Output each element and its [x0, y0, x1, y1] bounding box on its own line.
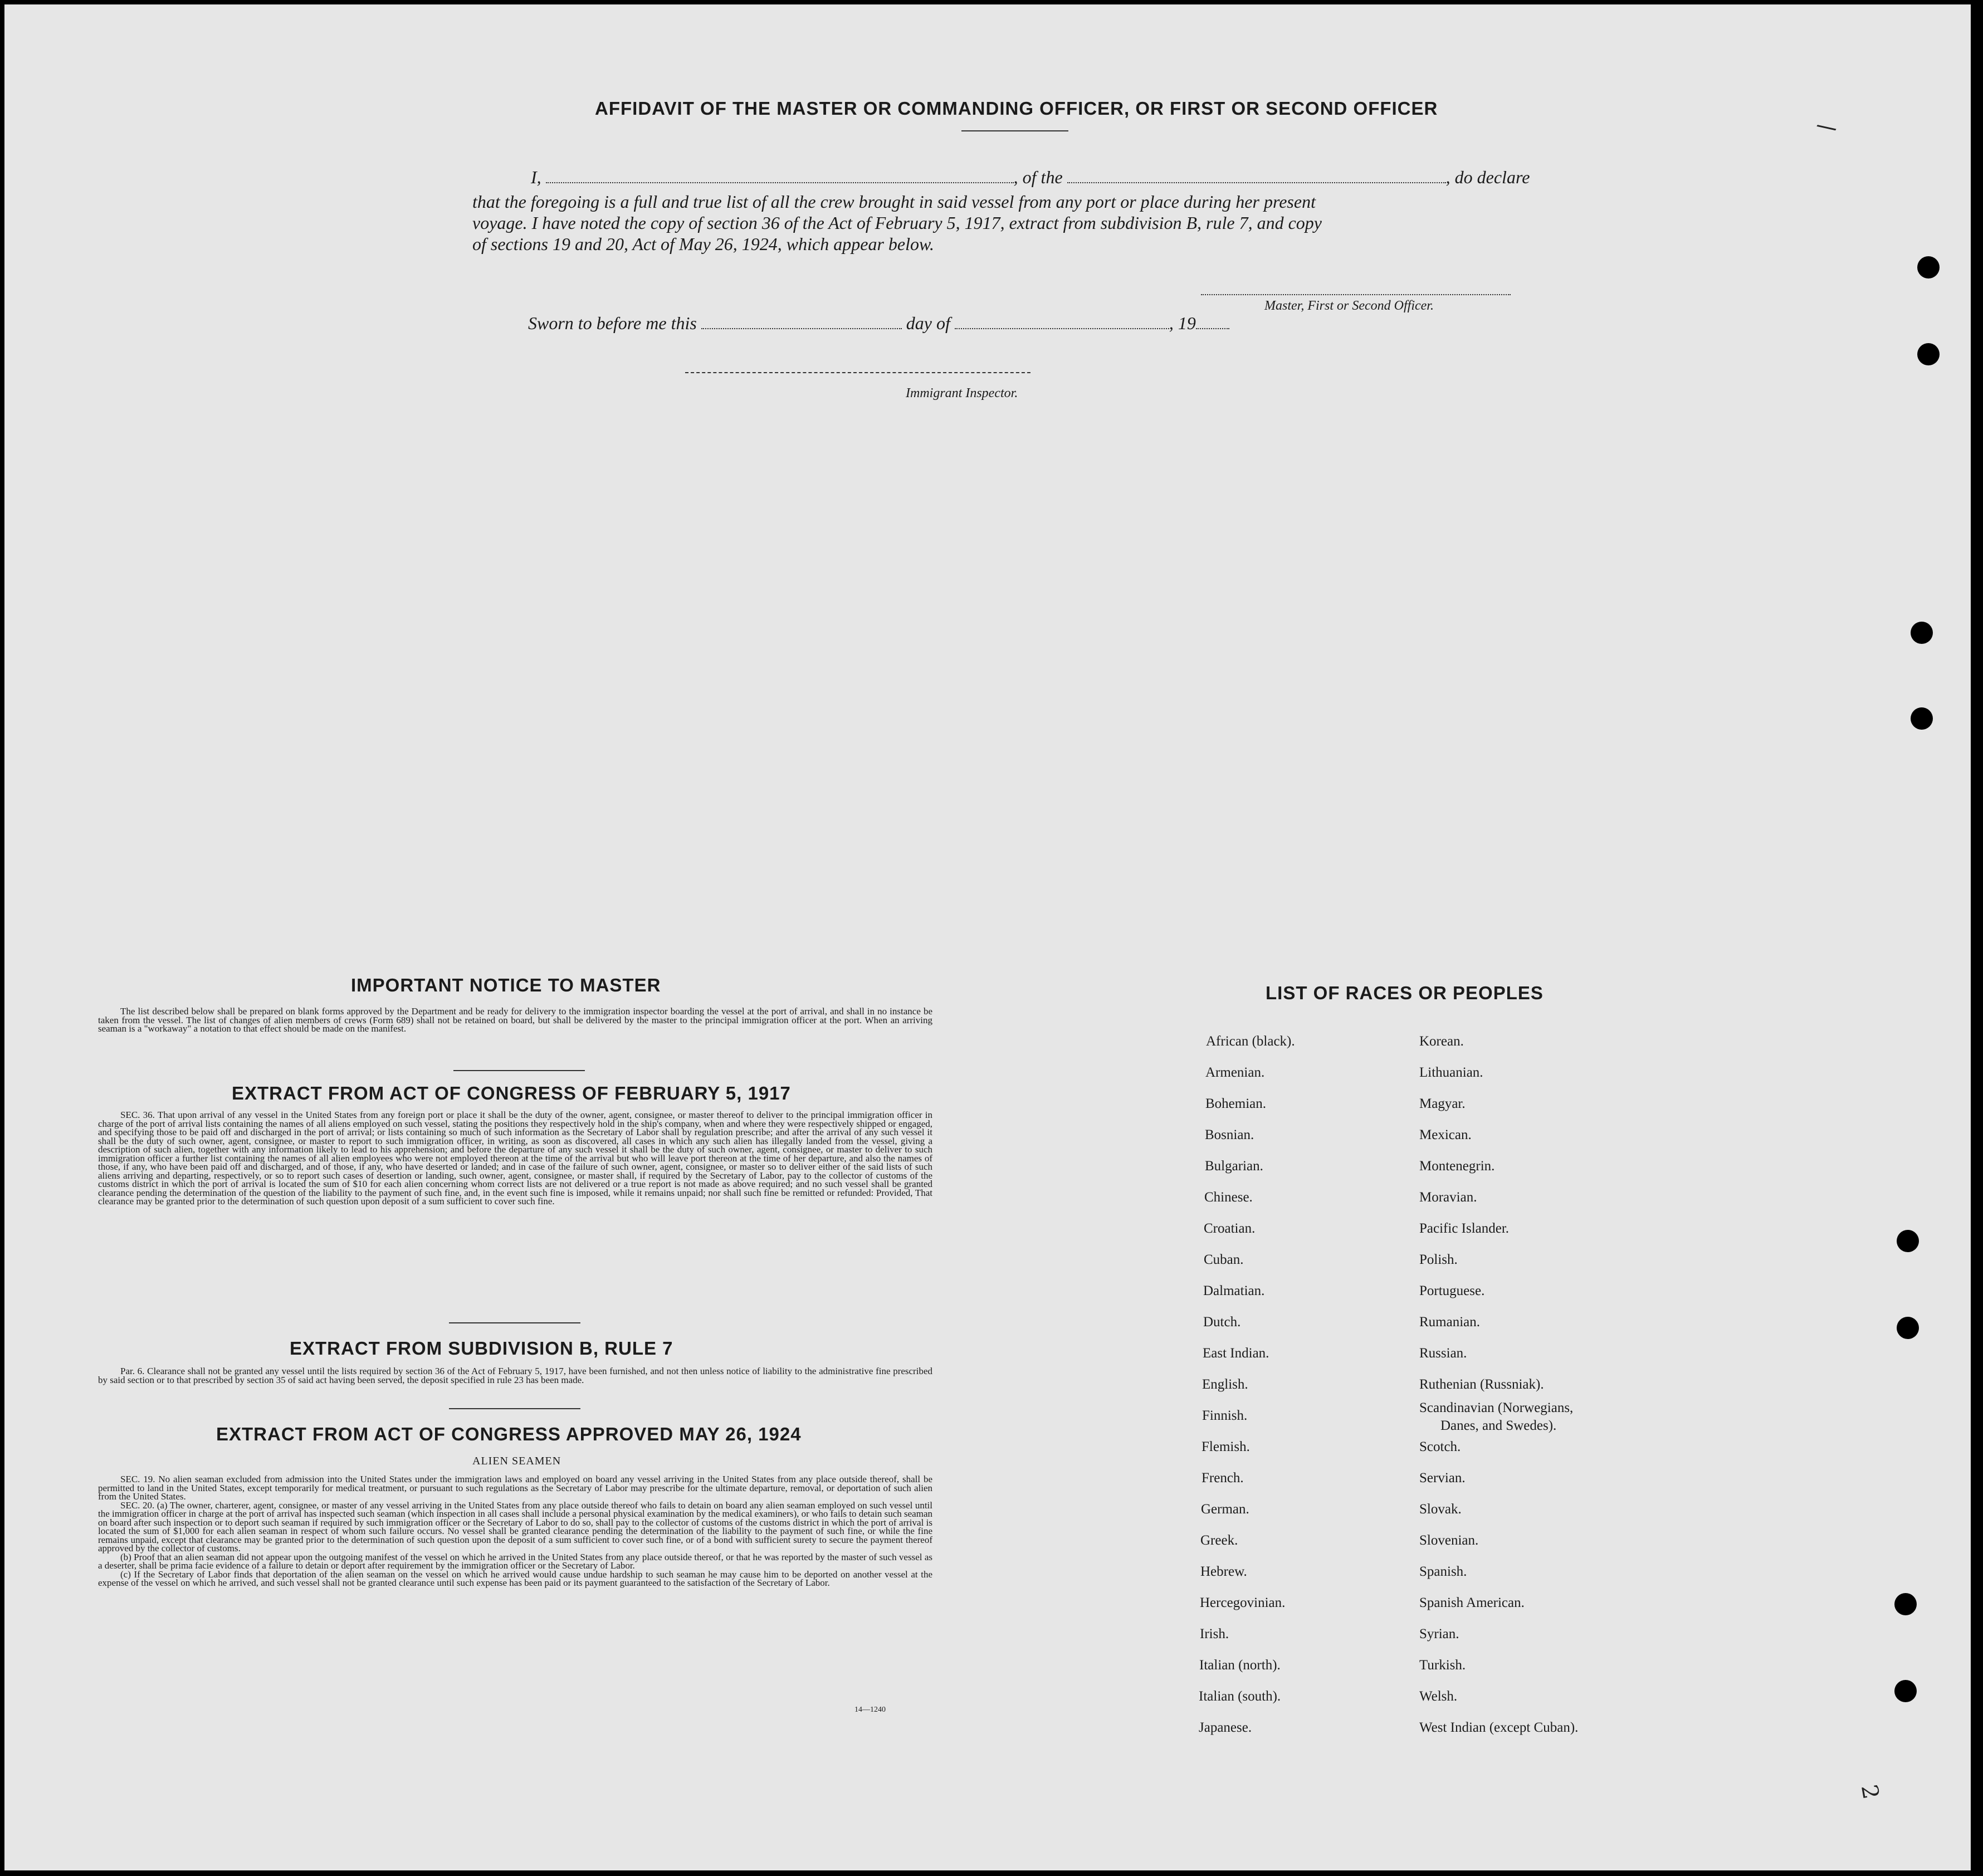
punch-hole: [1894, 1593, 1917, 1615]
race-item-right: Mexican.: [1419, 1127, 1472, 1142]
extract-rule7-title: EXTRACT FROM SUBDIVISION B, RULE 7: [290, 1338, 673, 1359]
divider: [449, 1322, 580, 1323]
race-item-left: Bulgarian.: [1205, 1159, 1263, 1174]
sworn-line: [528, 313, 1229, 334]
name-blank[interactable]: [546, 170, 1014, 183]
punch-hole: [1897, 1230, 1919, 1252]
race-item-right: Slovenian.: [1419, 1533, 1479, 1548]
notice-title: IMPORTANT NOTICE TO MASTER: [351, 975, 661, 995]
race-item-left: Japanese.: [1199, 1720, 1252, 1735]
race-item-left: Italian (south).: [1199, 1689, 1281, 1704]
divider: [449, 1408, 580, 1409]
race-item-right: Welsh.: [1419, 1689, 1458, 1704]
sworn-month-blank[interactable]: [955, 316, 1169, 329]
race-item-left: Greek.: [1200, 1533, 1238, 1548]
race-item-left: Irish.: [1200, 1626, 1229, 1642]
race-item-right: Korean.: [1419, 1034, 1464, 1049]
sworn-year-blank[interactable]: [1196, 316, 1229, 329]
punch-hole: [1894, 1680, 1917, 1702]
race-item-right: Spanish.: [1419, 1564, 1467, 1579]
sec-20a-text: SEC. 20. (a) The owner, charterer, agent, consignee, or master of any vessel arriving in the United States from any place outside thereof who fails to detain on board any alien seaman employed on such vessel until the immigration officer in charge at the port of arrival has inspected such seaman (which inspection in all cases shall include a personal physical examination by the medical examiners), or who fails to detain such seaman on board after such inspection or to deport such seaman if required by such immigration officer or the Secretary of Labor to do so, shall pay to the collector of customs of the customs district in which the port of arrival is located the sum of $1,000 for each alien seaman in respect of whom such failure occurs. No vessel shall be granted clearance pending the determination of the liability to the payment of such fine, or while the fine remains unpaid, except that clearance may be granted prior to the determination of such question upon the deposit of a sum sufficient to cover such fine, or of a bond with sufficient surety to secure the payment thereof approved by the collector of customs.: [98, 1499, 932, 1553]
extract-1917-title: EXTRACT FROM ACT OF CONGRESS OF FEBRUARY 5, 1917: [232, 1083, 791, 1103]
race-item-left: Bosnian.: [1205, 1127, 1254, 1142]
race-item-right: Portuguese.: [1419, 1283, 1485, 1298]
race-item-left: Flemish.: [1201, 1439, 1250, 1454]
race-item-right: Syrian.: [1419, 1626, 1459, 1642]
extract-1924-title: EXTRACT FROM ACT OF CONGRESS APPROVED MAY 26, 1924: [216, 1424, 802, 1444]
affidavit-line-3: voyage. I have noted the copy of section 36 of the Act of February 5, 1917, extract from subdivision B, rule 7, and copy: [472, 213, 1322, 233]
race-item-right: Turkish.: [1419, 1658, 1466, 1673]
vessel-blank[interactable]: [1067, 170, 1446, 183]
race-item-right: Lithuanian.: [1419, 1065, 1483, 1080]
race-item-left: Hercegovinian.: [1200, 1595, 1286, 1610]
extract-1917-text: SEC. 36. That upon arrival of any vessel in the United States from any foreign port or place it shall be the duty of the owner, agent, consignee, or master thereof to deliver to the principal immigration officer in charge of the port of arrival lists containing the names of all aliens employed on such vessel, stating the positions they respectively hold in the ship's company, when and where they were respectively shipped or engaged, and specifying those to be paid off and discharged in the port of arrival; or lists containing so much of such information as the Secretary of Labor shall by regulation prescribe; and after the arrival of any such vessel it shall be the duty of such owner, agent, consignee, or master to report to such immigration officer, in writing, as soon as discovered, all cases in which any such alien has illegally landed from the vessel, giving a description of such alien, together with any information likely to lead to his apprehension; and before the departure of any such vessel it shall be the duty of such owner, agent, consignee, or master to deliver to such immigration officer a further list containing the names of all alien employees who were not employed thereon at the time of the arrival but who will leave port thereon at the time of her departure, and also the names of those, if any, who have been paid off and discharged, and of those, if any, who have deserted or landed; and in case of the failure of such owner, agent, consignee, or master so to deliver either of the said lists of such aliens arriving and departing, respectively, or so to report such cases of desertion or landing, such owner, agent, consignee, or master shall, if required by the Secretary of Labor, pay to the collector of customs of the customs district in which the port of arrival is located the sum of $10 for each alien concerning whom correct lists are not delivered or a true report is not made as above required; and no such vessel shall be granted clearance pending the determination of the question of the liability to the payment of such fine, and, in the event such fine is imposed, while it remains unpaid; nor shall such fine be remitted or refunded: Provided, That clearance may be granted prior to the determination of such question upon deposit of a sum sufficient to cover such fine.: [98, 1110, 932, 1206]
punch-hole: [1917, 256, 1940, 279]
race-item-right: Spanish American.: [1419, 1595, 1525, 1610]
race-item-left: Dalmatian.: [1203, 1283, 1265, 1298]
race-item-left: Dutch.: [1203, 1315, 1241, 1330]
race-item-right: Polish.: [1419, 1252, 1458, 1267]
affidavit-line-1: [531, 167, 1530, 188]
race-item-right: Moravian.: [1419, 1190, 1477, 1205]
sec-20b-text: (b) Proof that an alien seaman did not appear upon the outgoing manifest of the vessel on which he arrived in the United States from any place outside thereof, or that he was reported by the master of such vessel as a deserter, shall be prima facie evidence of a failure to detain or deport after requirement by the immigration officer or the Secretary of Labor.: [98, 1551, 932, 1571]
day-of-text: day of: [906, 313, 950, 333]
sec-19-text: SEC. 19. No alien seaman excluded from admission into the United States under the immigration laws and employed on board any vessel arriving in the United States from any place outside thereof, shall be permitted to land in the United States, except temporarily for medical treatment, or pursuant to such regulations as the Secretary of Labor may prescribe for the ultimate departure, removal, or deportation of such alien from the United States.: [98, 1474, 932, 1502]
race-item-right: Slovak.: [1419, 1502, 1462, 1517]
race-item-right: Scandinavian (Norwegians,: [1419, 1400, 1574, 1415]
race-item-right: Pacific Islander.: [1419, 1221, 1510, 1236]
race-item-left: African (black).: [1206, 1034, 1295, 1049]
race-item-left: German.: [1201, 1502, 1249, 1517]
affidavit-of-the: , of the: [1013, 167, 1063, 187]
document-page: [4, 4, 1971, 1870]
sworn-day-blank[interactable]: [701, 316, 902, 329]
year-prefix: , 19: [1169, 313, 1196, 333]
notice-text: The list described below shall be prepared on blank forms approved by the Department and be ready for delivery to the immigration inspector boarding the vessel at the port of arrival, and shall in no instance be taken from the vessel. The list of changes of alien members of crews (Form 689) shall not be retained on board, but shall be delivered by the master to the principal immigration officer at the port. When an arriving seaman is a "workaway" a notation to that effect should be made on the manifest.: [98, 1006, 932, 1034]
margin-mark: \: [1813, 118, 1840, 138]
inspector-signature-line[interactable]: [685, 372, 1030, 373]
race-item-scandinavian-cont: Danes, and Swedes).: [1440, 1418, 1557, 1433]
master-signature-line[interactable]: [1201, 294, 1511, 295]
race-item-right: Ruthenian (Russniak).: [1419, 1377, 1544, 1392]
divider: [453, 1070, 585, 1071]
affidavit-line-2: that the foregoing is a full and true list of all the crew brought in said vessel from any port or place during her present: [472, 192, 1316, 212]
race-item-right: Rumanian.: [1419, 1315, 1481, 1330]
affidavit-line-4: of sections 19 and 20, Act of May 26, 1924, which appear below.: [472, 234, 934, 254]
sworn-text: Sworn to before me this: [528, 313, 697, 333]
margin-mark: 2: [1855, 1782, 1884, 1801]
affidavit-title: AFFIDAVIT OF THE MASTER OR COMMANDING OFFICER, OR FIRST OR SECOND OFFICER: [595, 98, 1438, 119]
race-item-left: East Indian.: [1203, 1346, 1269, 1361]
punch-hole: [1897, 1317, 1919, 1339]
race-item-left: Italian (north).: [1199, 1658, 1281, 1673]
affidavit-i: I,: [531, 167, 541, 187]
race-item-right: Russian.: [1419, 1346, 1467, 1361]
race-item-left: Armenian.: [1205, 1065, 1265, 1080]
alien-seamen-subtitle: ALIEN SEAMEN: [472, 1455, 561, 1467]
master-signature-label: Master, First or Second Officer.: [1264, 299, 1434, 313]
race-item-left: Hebrew.: [1200, 1564, 1247, 1579]
form-code: 14—1240: [854, 1706, 886, 1714]
punch-hole: [1917, 343, 1940, 365]
sec-20c-text: (c) If the Secretary of Labor finds that deportation of the alien seaman on the vessel on which he arrived would cause undue hardship to such seaman he may cause him to be deported on another vessel at the expense of the vessel on which he arrived, and such vessel shall not be granted clearance until such expense has been paid or its payment guaranteed to the satisfaction of the Secretary of Labor.: [98, 1569, 932, 1588]
race-item-left: French.: [1201, 1470, 1244, 1486]
race-item-left: Croatian.: [1204, 1221, 1256, 1236]
race-item-left: Finnish.: [1202, 1408, 1248, 1423]
punch-hole: [1911, 707, 1933, 730]
inspector-label: Immigrant Inspector.: [906, 386, 1018, 400]
race-item-right: Scotch.: [1419, 1439, 1461, 1454]
punch-hole: [1911, 622, 1933, 644]
divider: [961, 130, 1068, 131]
race-item-left: Bohemian.: [1205, 1096, 1267, 1111]
races-title: LIST OF RACES OR PEOPLES: [1266, 983, 1544, 1003]
extract-1924-text: [98, 1475, 932, 1587]
race-item-right: Servian.: [1419, 1470, 1466, 1486]
race-item-right: Magyar.: [1419, 1096, 1466, 1111]
race-item-left: English.: [1202, 1377, 1248, 1392]
race-item-right: Montenegrin.: [1419, 1159, 1495, 1174]
affidavit-do-declare: , do declare: [1445, 167, 1530, 187]
extract-rule7-text: Par. 6. Clearance shall not be granted any vessel until the lists required by section 36 of the Act of February 5, 1917, have been furnished, and not then unless notice of liability to the administrative fine prescribed by said section or to that prescribed by section 35 of said act having been served, the deposit specified in rule 23 has been made.: [98, 1366, 932, 1385]
race-item-left: Cuban.: [1204, 1252, 1244, 1267]
race-item-right: West Indian (except Cuban).: [1419, 1720, 1579, 1735]
race-item-left: Chinese.: [1204, 1190, 1253, 1205]
